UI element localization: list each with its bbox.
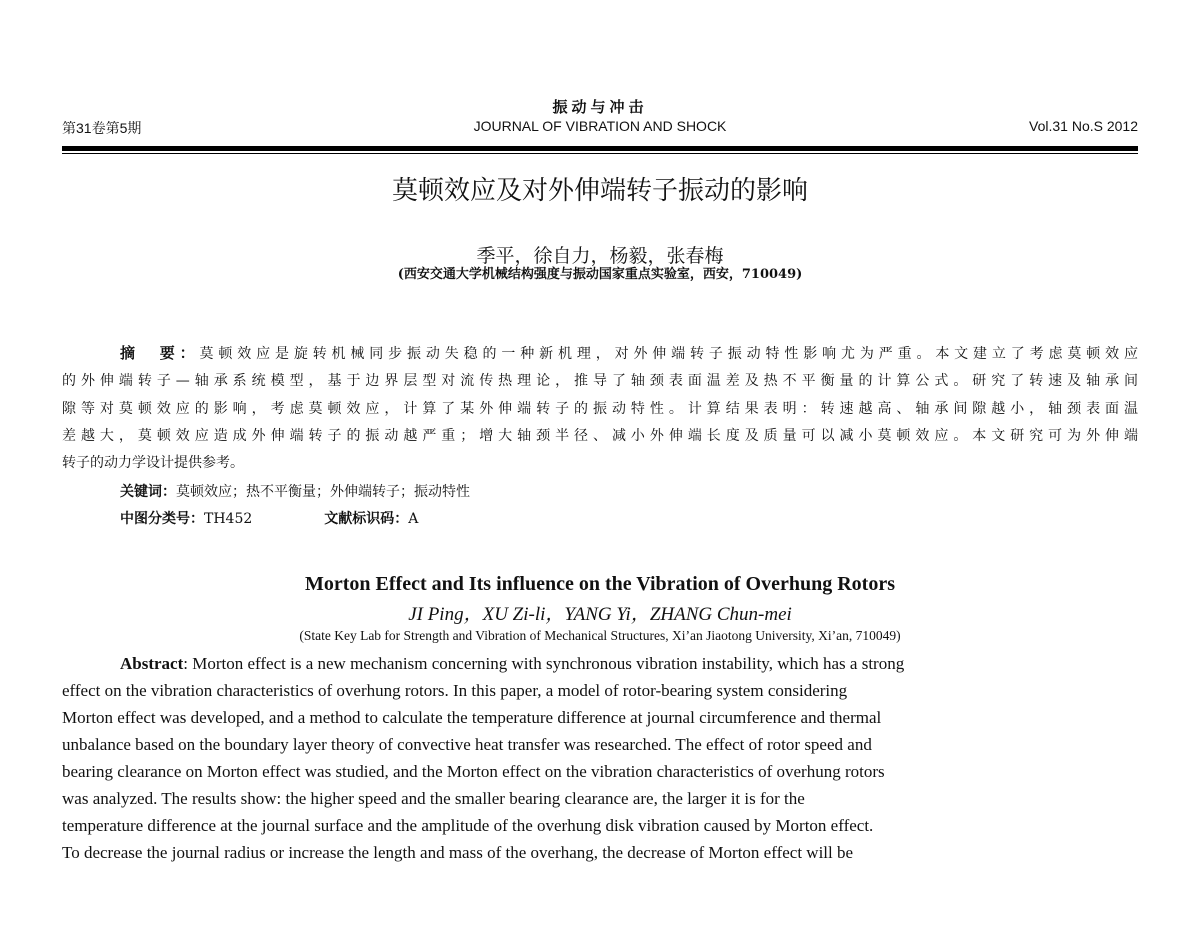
title-en: Morton Effect and Its influence on the Vibration of Overhung Rotors (305, 573, 895, 595)
abstract-en-line: effect on the vibration characteristics of overhung rotors. In this paper, a model of rotor-bearing system considering (62, 681, 848, 700)
keywords-cn: 关键词：莫顿效应；热不平衡量；外伸端转子；振动特性 (120, 484, 470, 500)
abstract-en-line: temperature difference at the journal surface and the amplitude of the overhung disk vibration caused by Morton effect. (62, 816, 874, 835)
header-rule (62, 146, 1138, 151)
abstract-en-line: unbalance based on the boundary layer theory of convective heat transfer was researched. The effect of rotor speed and (62, 735, 872, 754)
volume-en: Vol.31 No.S 2012 (1029, 118, 1138, 134)
abstract-en-line: Morton effect was developed, and a method to calculate the temperature difference at journal circumference and thermal (62, 708, 882, 727)
abstract-cn-line: 转子的动力学设计提供参考。 (62, 455, 244, 471)
abstract-cn-line: 差越大，莫顿效应造成外伸端转子的振动越严重；增大轴颈半径、减小外伸端长度及质量可以减小莫顿效应。本文研究可为外伸端 (62, 428, 1138, 444)
affiliation-en: (State Key Lab for Strength and Vibration of Mechanical Structures, Xi’an Jiaotong University, Xi’an, 710049) (299, 628, 901, 643)
abstract-en-label: Abstract (120, 654, 184, 673)
header-rule-thin (62, 153, 1138, 154)
authors-cn: 季平，徐自力，杨毅，张春梅 (476, 245, 724, 267)
issue-cn: 第31卷第5期 (62, 120, 142, 136)
abstract-cn-line: 隙等对莫顿效应的影响，考虑莫顿效应，计算了某外伸端转子的振动特性。计算结果表明：转速越高、轴承间隙越小，轴颈表面温 (62, 401, 1138, 417)
abstract-cn-label: 摘 要： (120, 344, 200, 362)
abstract-cn-line: 摘 要：莫顿效应是旋转机械同步振动失稳的一种新机理，对外伸端转子振动特性影响尤为严重。本文建立了考虑莫顿效应 (120, 344, 1138, 362)
authors-en: JI Ping，XU Zi-li，YANG Yi，ZHANG Chun-mei (408, 604, 792, 625)
affiliation-cn: (西安交通大学机械结构强度与振动国家重点实验室，西安，710049) (397, 267, 803, 282)
journal-name-cn: 振动与冲击 (552, 98, 648, 116)
abstract-en-line: bearing clearance on Morton effect was studied, and the Morton effect on the vibration characteristics of overhung rotors (62, 762, 885, 781)
abstract-en-line: To decrease the journal radius or increase the length and mass of the overhang, the decrease of Morton effect will be (62, 843, 854, 862)
abstract-en-line: was analyzed. The results show: the higher speed and the smaller bearing clearance are, the larger it is for the (62, 789, 805, 808)
journal-name-en: JOURNAL OF VIBRATION AND SHOCK (473, 118, 727, 134)
classification-cn: 中图分类号：TH452 文献标识码：A (120, 511, 419, 527)
abstract-cn-line: 的外伸端转子—轴承系统模型，基于边界层型对流传热理论，推导了轴颈表面温差及热不平衡量的计算公式。研究了转速及轴承间 (62, 373, 1138, 389)
abstract-en-line: Abstract: Morton effect is a new mechanism concerning with synchronous vibration instability, which has a strong (120, 654, 905, 673)
title-cn: 莫顿效应及对外伸端转子振动的影响 (391, 176, 808, 206)
